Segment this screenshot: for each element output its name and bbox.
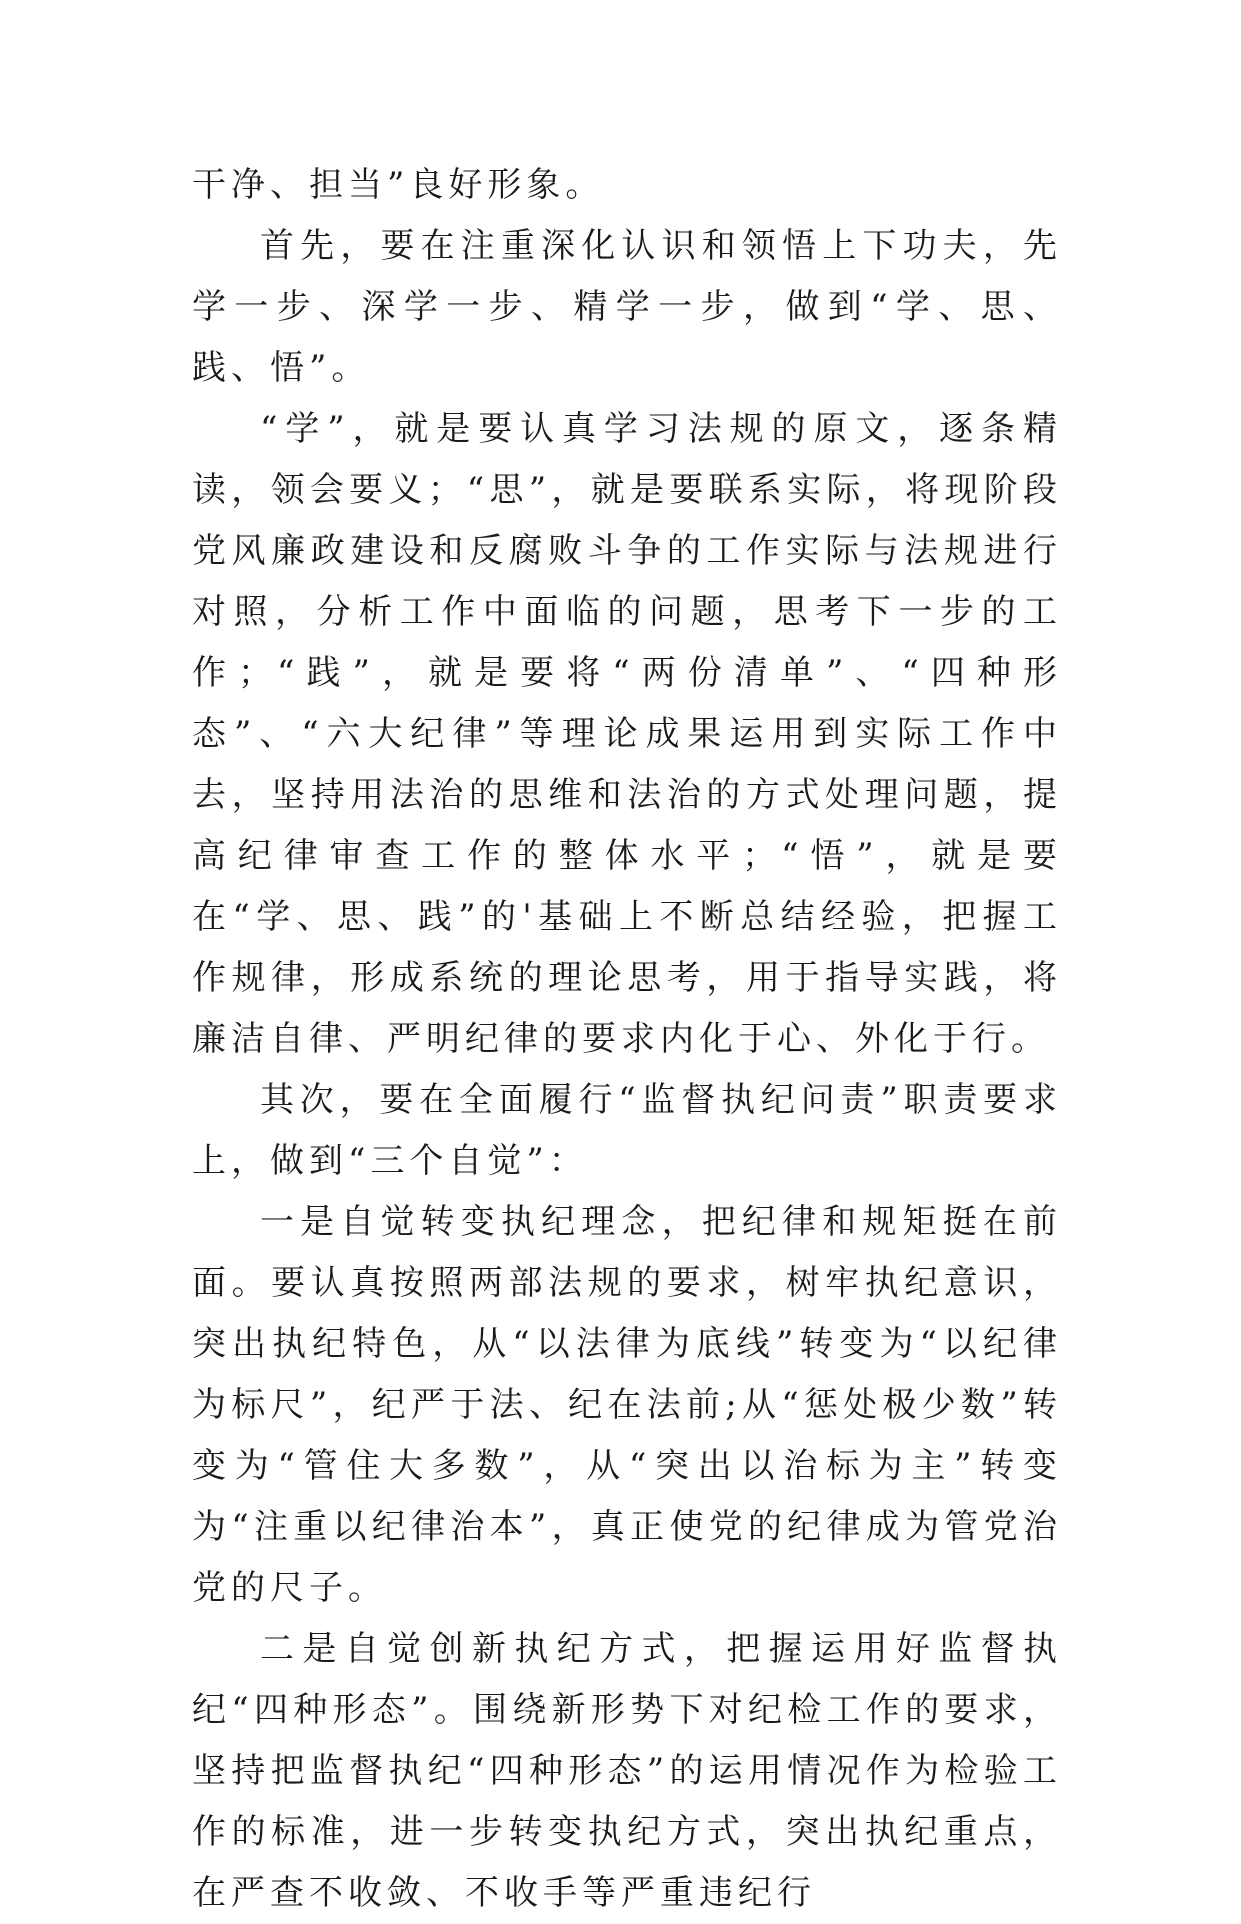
document-body xyxy=(192,155,1062,1924)
paragraph-continuation: 干净、担当”良好形象。 xyxy=(192,165,605,205)
paragraph-learn-think-practice-realize: “学”，就是要认真学习法规的原文，逐条精读，领会要义；“思”，就是要联系实际，将现阶段党风廉政建设和反腐败斗争的工作实际与法规进行对照，分析工作中面临的问题，思考下一步的工作；“践”，就是要将“两份清单”、“四种形态”、“六大纪律”等理论成果运用到实际工作中去，坚持用法治的思维和法治的方式处理问题，提高纪律审查工作的整体水平；“悟”，就是要在“学、思、践”的'基础上不断总结经验，把握工作规律，形成系统的理论思考，用于指导实践，将廉洁自律、严明纪律的要求内化于心、外化于行。 xyxy=(192,409,1062,1059)
paragraph-first-point: 首先，要在注重深化认识和领悟上下功夫，先学一步、深学一步、精学一步，做到“学、思、践、悟”。 xyxy=(192,226,1062,388)
paragraph-second-point: 其次，要在全面履行“监督执纪问责”职责要求上，做到“三个自觉”： xyxy=(192,1080,1062,1181)
paragraph-consciousness-one: 一是自觉转变执纪理念，把纪律和规矩挺在前面。要认真按照两部法规的要求，树牢执纪意识，突出执纪特色，从“以法律为底线”转变为“以纪律为标尺”，纪严于法、纪在法前;从“惩处极少数”转变为“管住大多数”，从“突出以治标为主”转变为“注重以纪律治本”，真正使党的纪律成为管党治党的尺子。 xyxy=(192,1202,1062,1608)
paragraph-consciousness-two: 二是自觉创新执纪方式，把握运用好监督执纪“四种形态”。围绕新形势下对纪检工作的要求，坚持把监督执纪“四种形态”的运用情况作为检验工作的标准，进一步转变执纪方式，突出执纪重点，在严查不收敛、不收手等严重违纪行 xyxy=(192,1629,1062,1913)
